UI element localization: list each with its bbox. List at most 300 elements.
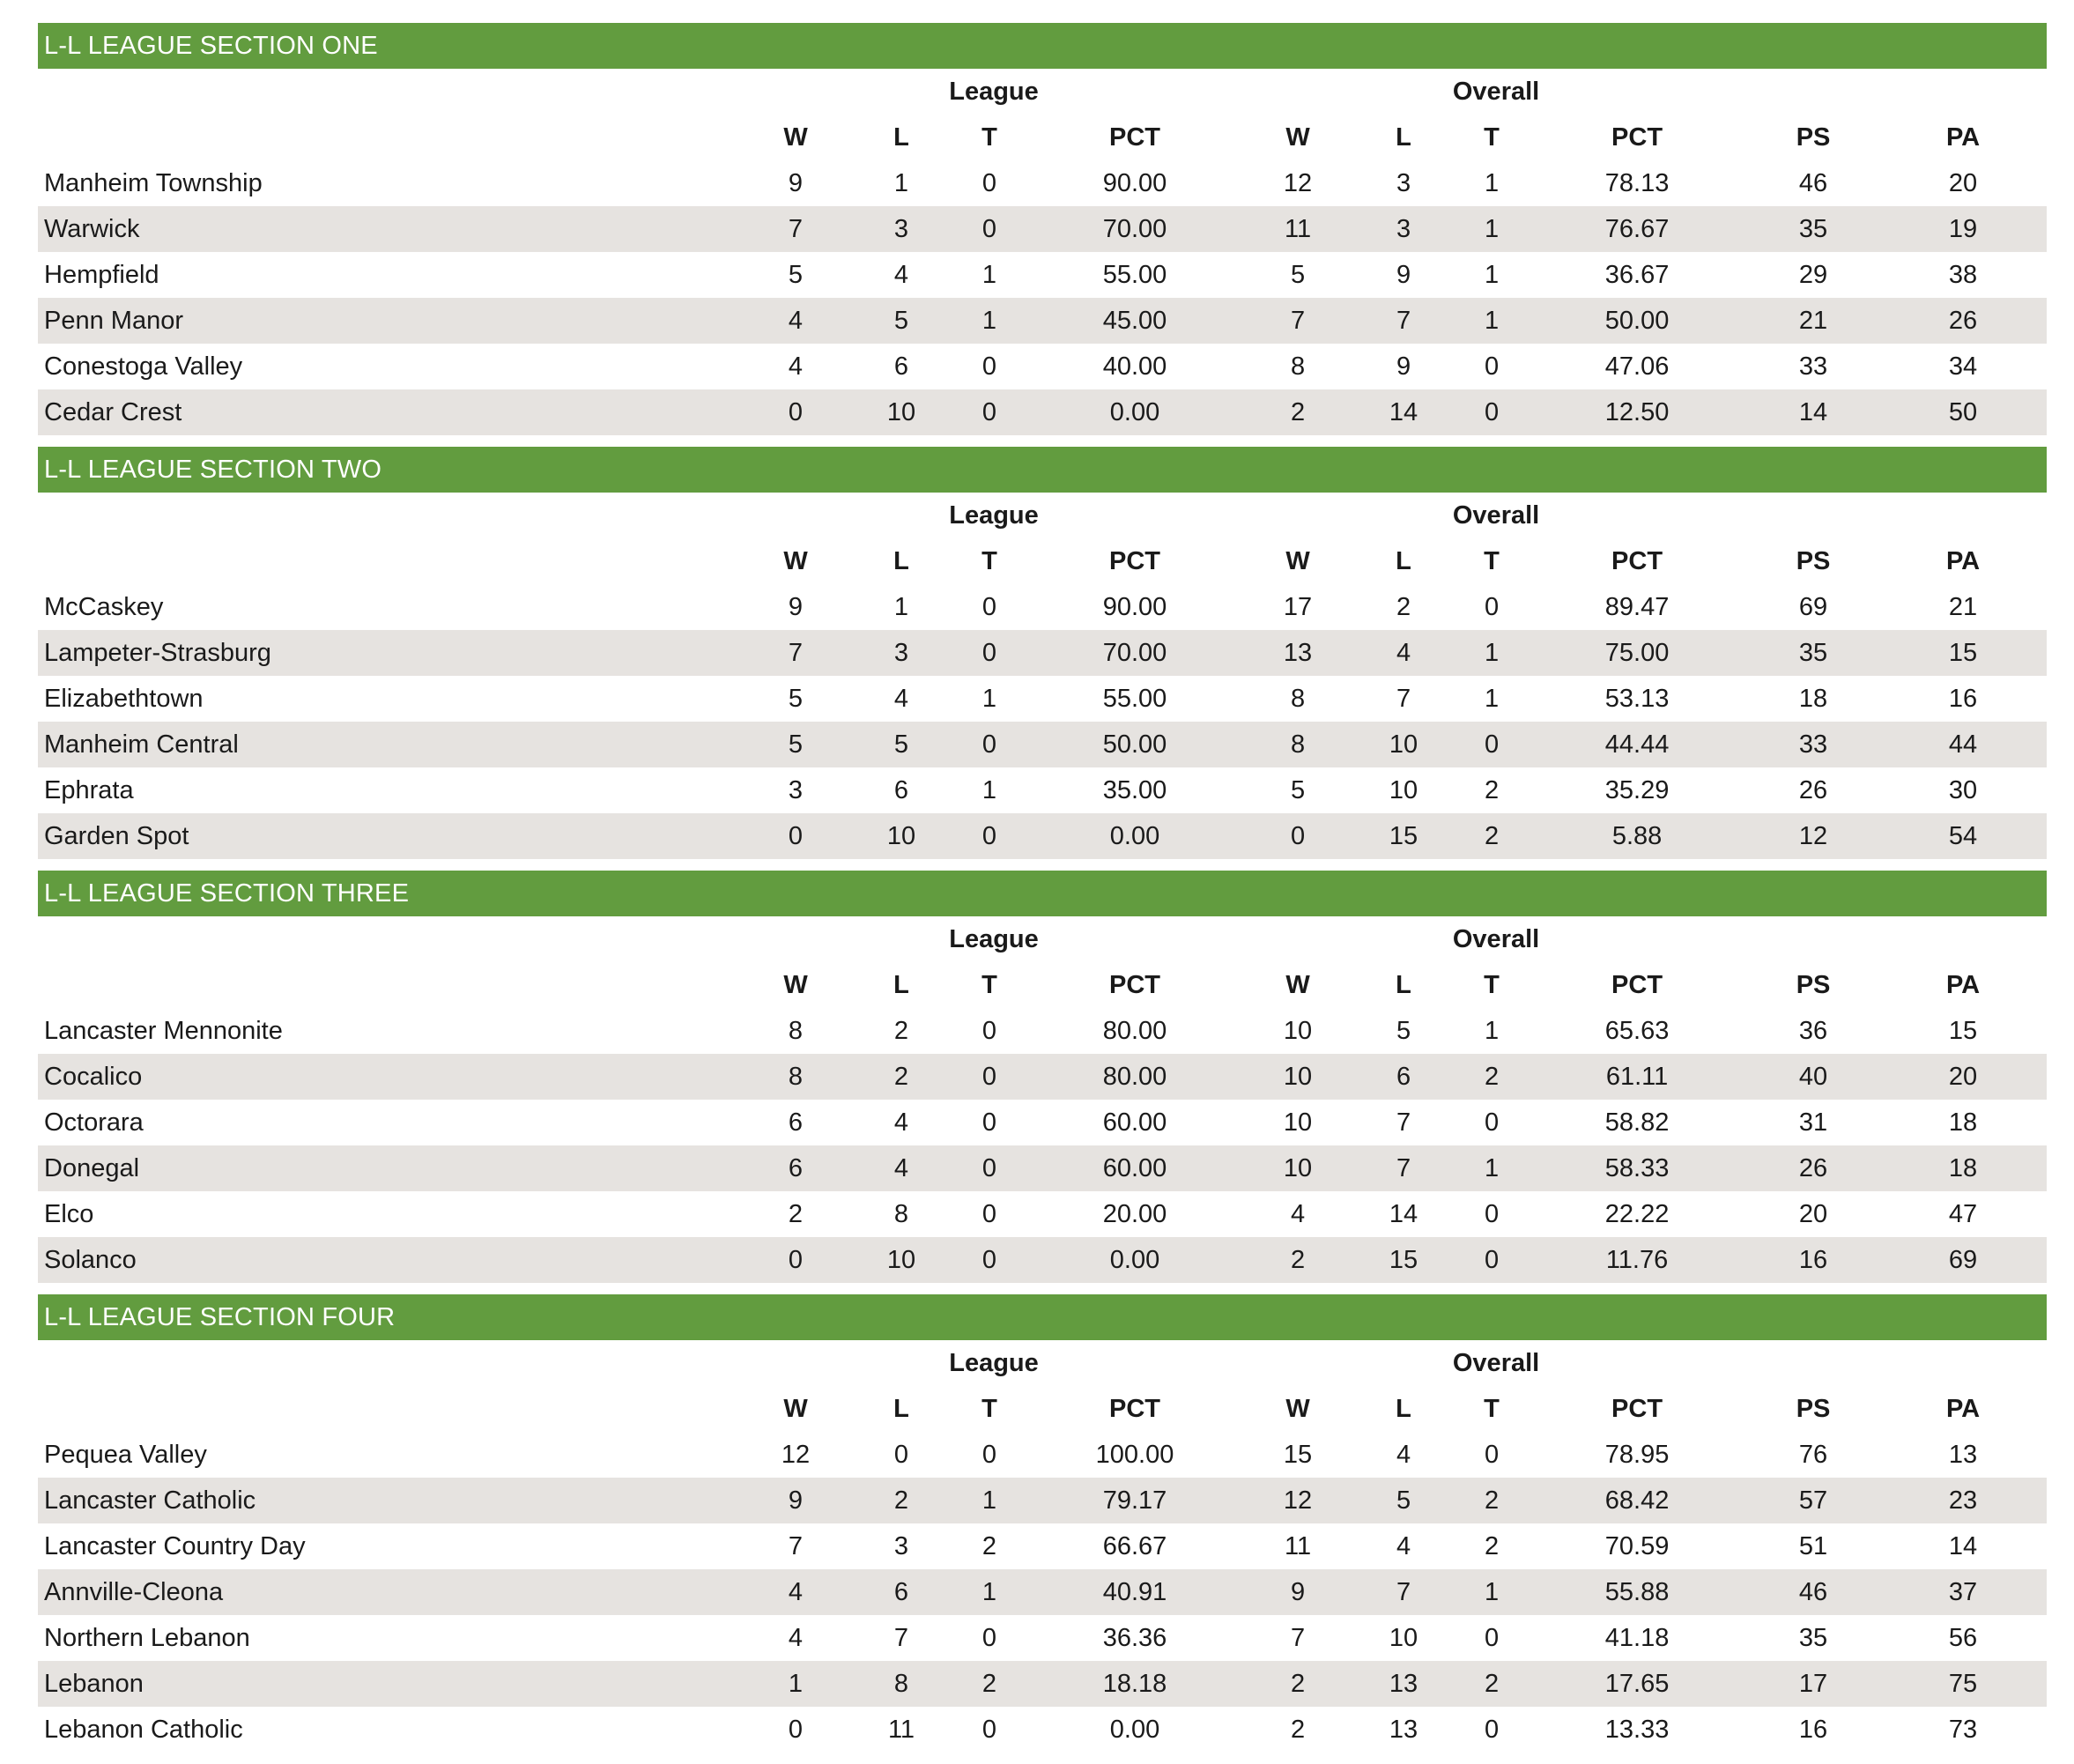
overall-pct: 47.06 [1604,352,1670,381]
column-header: W [783,970,808,999]
overall-losses: 4 [1351,630,1456,676]
league-ties: 1 [954,298,1025,344]
overall-pct: 12.50 [1527,389,1747,435]
league-pct: 79.17 [1025,1478,1245,1523]
league-losses: 1 [893,592,909,621]
league-group-label: League [949,500,1039,530]
league-losses: 4 [893,684,909,713]
league-wins: 7 [743,630,848,676]
overall-wins: 9 [1245,1569,1351,1615]
league-wins: 5 [743,722,848,767]
overall-ties: 1 [1456,298,1527,344]
overall-losses: 5 [1396,1016,1411,1045]
league-ties: 0 [981,1199,997,1228]
overall-pct: 11.76 [1527,1237,1747,1283]
overall-wins: 5 [1290,775,1306,804]
league-losses: 3 [893,1531,909,1560]
overall-losses: 4 [1396,1531,1411,1560]
overall-pct: 41.18 [1604,1623,1670,1652]
ps-header-spacer [1747,493,1879,538]
column-header-row [38,538,2047,584]
team-row [38,676,2047,722]
league-wins: 9 [743,1478,848,1523]
league-ties: 2 [981,1531,997,1560]
column-header: L [1396,1394,1411,1423]
league-pct: 40.91 [1025,1569,1245,1615]
points-scored: 26 [1798,775,1828,804]
overall-ties: 0 [1484,1199,1500,1228]
points-allowed: 69 [1879,1237,2047,1283]
column-header-row [38,1386,2047,1432]
league-pct: 0.00 [1109,1715,1160,1744]
team-row [38,389,2047,435]
league-wins: 6 [788,1108,804,1137]
team-row [38,160,2047,206]
points-scored: 12 [1747,813,1879,859]
section-title: L-L LEAGUE SECTION THREE [38,871,2047,916]
points-allowed: 47 [1948,1199,1978,1228]
overall-wins: 4 [1290,1199,1306,1228]
overall-pct: 58.33 [1527,1145,1747,1191]
team-row [38,722,2047,767]
section-title: L-L LEAGUE SECTION TWO [38,447,2047,493]
column-header: T [1484,546,1500,575]
team-row [38,1145,2047,1191]
overall-pct: 50.00 [1527,298,1747,344]
points-scored: 16 [1747,1237,1879,1283]
overall-losses: 6 [1351,1054,1456,1100]
points-allowed: 20 [1879,1054,2047,1100]
team-column-header [38,1386,743,1432]
overall-pct: 13.33 [1604,1715,1670,1744]
overall-ties: 0 [1456,1237,1527,1283]
points-allowed: 15 [1879,630,2047,676]
points-allowed: 23 [1879,1478,2047,1523]
overall-pct: 68.42 [1527,1478,1747,1523]
overall-group-label: Overall [1452,924,1540,953]
league-wins: 1 [743,1661,848,1707]
league-losses: 11 [887,1715,915,1744]
column-header: L [893,1394,909,1423]
overall-losses: 10 [1351,722,1456,767]
league-ties: 0 [981,1108,997,1137]
column-header: PCT [1611,970,1663,999]
league-wins: 0 [788,1715,804,1744]
league-pct: 50.00 [1025,722,1245,767]
league-ties: 0 [954,1145,1025,1191]
league-pct: 66.67 [1102,1531,1167,1560]
team-row [38,1008,2047,1054]
overall-losses: 13 [1389,1715,1418,1744]
overall-wins: 11 [1245,206,1351,252]
league-pct: 40.00 [1102,352,1167,381]
column-header: L [893,970,909,999]
league-losses: 6 [893,352,909,381]
column-header: W [783,1394,808,1423]
team-name: Cedar Crest [38,389,743,435]
column-header-row [38,962,2047,1008]
standings-table [38,69,2047,435]
column-header: PCT [1109,970,1161,999]
overall-wins: 12 [1283,168,1313,197]
team-row [38,1615,2047,1661]
overall-ties: 1 [1484,260,1500,289]
overall-losses: 7 [1396,1108,1411,1137]
league-pct: 60.00 [1102,1108,1167,1137]
overall-losses: 9 [1396,260,1411,289]
team-name: McCaskey [44,592,164,621]
standings-table [38,1340,2047,1753]
column-header: PCT [1611,546,1663,575]
column-header: L [893,122,909,152]
points-scored: 18 [1798,684,1828,713]
points-scored: 36 [1798,1016,1828,1045]
league-ties: 0 [981,352,997,381]
league-pct: 0.00 [1025,813,1245,859]
column-header: PS [1796,1394,1831,1423]
league-pct: 90.00 [1102,168,1167,197]
league-losses: 1 [893,168,909,197]
points-scored: 35 [1798,1623,1828,1652]
pa-header-spacer [1879,1340,2047,1386]
points-allowed: 75 [1879,1661,2047,1707]
league-losses: 2 [893,1016,909,1045]
league-ties: 0 [981,168,997,197]
team-name: Solanco [38,1237,743,1283]
column-header: T [1484,1394,1500,1423]
overall-losses: 14 [1389,1199,1418,1228]
overall-ties: 2 [1456,1054,1527,1100]
league-losses: 5 [848,722,954,767]
league-pct: 45.00 [1025,298,1245,344]
overall-wins: 7 [1290,1623,1306,1652]
team-row [38,584,2047,630]
team-name: Lampeter-Strasburg [38,630,743,676]
league-losses: 3 [848,206,954,252]
overall-pct: 75.00 [1527,630,1747,676]
overall-ties: 2 [1456,1478,1527,1523]
league-losses: 2 [848,1478,954,1523]
overall-losses: 10 [1389,775,1418,804]
overall-group-label: Overall [1452,1348,1540,1377]
overall-pct: 53.13 [1604,684,1670,713]
group-header-row [38,916,2047,962]
team-name: Penn Manor [38,298,743,344]
league-ties: 1 [981,260,997,289]
points-scored: 26 [1747,1145,1879,1191]
column-header: PA [1945,970,1981,999]
team-row [38,1191,2047,1237]
column-header: T [981,1394,997,1423]
points-scored: 17 [1747,1661,1879,1707]
league-ties: 1 [954,1569,1025,1615]
team-row [38,630,2047,676]
league-group-label: League [949,77,1039,106]
overall-losses: 9 [1396,352,1411,381]
overall-ties: 0 [1484,592,1500,621]
team-name: Manheim Central [38,722,743,767]
league-losses: 10 [848,389,954,435]
league-losses: 4 [893,1108,909,1137]
column-header: W [1285,970,1310,999]
team-row [38,252,2047,298]
overall-wins: 0 [1245,813,1351,859]
points-allowed: 50 [1879,389,2047,435]
league-wins: 0 [743,389,848,435]
points-allowed: 21 [1948,592,1978,621]
team-name: Ephrata [44,775,134,804]
league-losses: 4 [848,1145,954,1191]
league-ties: 0 [981,1623,997,1652]
league-losses: 8 [893,1199,909,1228]
overall-ties: 0 [1484,1715,1500,1744]
overall-ties: 0 [1484,1623,1500,1652]
points-allowed: 18 [1948,1108,1978,1137]
team-header-spacer [38,1340,743,1386]
league-ties: 0 [981,592,997,621]
overall-ties: 1 [1484,1016,1500,1045]
league-losses: 10 [848,1237,954,1283]
overall-ties: 0 [1456,722,1527,767]
team-name: Lancaster Catholic [38,1478,743,1523]
points-allowed: 15 [1948,1016,1978,1045]
pa-header-spacer [1879,916,2047,962]
points-allowed: 26 [1879,298,2047,344]
league-wins: 4 [788,1623,804,1652]
overall-wins: 15 [1283,1440,1313,1469]
league-ties: 0 [954,1237,1025,1283]
team-header-spacer [38,69,743,115]
overall-pct: 61.11 [1527,1054,1747,1100]
standings-container [38,23,2047,1764]
overall-ties: 1 [1456,206,1527,252]
team-row [38,206,2047,252]
ps-header-spacer [1747,1340,1879,1386]
overall-pct: 22.22 [1604,1199,1670,1228]
section-title: L-L LEAGUE SECTION FOUR [38,1294,2047,1340]
team-name: Lebanon Catholic [44,1715,243,1744]
overall-pct: 89.47 [1604,592,1670,621]
league-wins: 12 [781,1440,811,1469]
team-name: Donegal [38,1145,743,1191]
league-ties: 0 [954,389,1025,435]
team-name: Elco [44,1199,94,1228]
league-ties: 2 [954,1661,1025,1707]
column-header: PA [1945,546,1981,575]
league-losses: 0 [893,1440,909,1469]
points-scored: 14 [1747,389,1879,435]
league-group-label: League [949,924,1039,953]
league-ties: 0 [981,1016,997,1045]
league-group-label: League [949,1348,1039,1377]
team-row [38,813,2047,859]
points-allowed: 13 [1948,1440,1978,1469]
column-header: PCT [1611,122,1663,152]
points-scored: 40 [1747,1054,1879,1100]
points-allowed: 56 [1948,1623,1978,1652]
league-ties: 0 [954,1054,1025,1100]
league-pct: 100.00 [1095,1440,1174,1469]
overall-ties: 1 [1484,168,1500,197]
group-header-row [38,1340,2047,1386]
league-wins: 5 [788,260,804,289]
overall-wins: 8 [1245,722,1351,767]
points-scored: 21 [1747,298,1879,344]
team-row [38,1054,2047,1100]
league-wins: 9 [788,168,804,197]
team-row [38,767,2047,813]
league-ties: 0 [954,813,1025,859]
league-losses: 4 [893,260,909,289]
overall-pct: 78.13 [1604,168,1670,197]
team-name: Lancaster Country Day [44,1531,306,1560]
overall-losses: 7 [1351,1569,1456,1615]
overall-ties: 0 [1484,1440,1500,1469]
overall-pct: 58.82 [1604,1108,1670,1137]
overall-wins: 2 [1245,389,1351,435]
column-header: PCT [1611,1394,1663,1423]
overall-wins: 12 [1245,1478,1351,1523]
league-ties: 1 [981,775,997,804]
overall-losses: 13 [1351,1661,1456,1707]
points-allowed: 14 [1948,1531,1978,1560]
team-row [38,1523,2047,1569]
column-header: PS [1796,546,1831,575]
column-header: PS [1796,122,1831,152]
overall-pct: 65.63 [1604,1016,1670,1045]
league-pct: 70.00 [1025,630,1245,676]
overall-ties: 1 [1456,630,1527,676]
team-row [38,1707,2047,1753]
overall-ties: 2 [1456,813,1527,859]
team-row [38,1237,2047,1283]
league-pct: 0.00 [1025,1237,1245,1283]
league-ties: 0 [981,1715,997,1744]
league-losses: 10 [848,813,954,859]
overall-pct: 17.65 [1527,1661,1747,1707]
overall-wins: 5 [1290,260,1306,289]
column-header: L [1396,970,1411,999]
column-header: L [893,546,909,575]
team-name: Lancaster Mennonite [44,1016,283,1045]
overall-pct: 78.95 [1604,1440,1670,1469]
team-name: Octorara [44,1108,144,1137]
points-allowed: 44 [1879,722,2047,767]
column-header: T [981,546,997,575]
overall-losses: 3 [1351,206,1456,252]
overall-pct: 55.88 [1527,1569,1747,1615]
overall-wins: 2 [1290,1715,1306,1744]
league-pct: 36.36 [1102,1623,1167,1652]
column-header: L [1396,122,1411,152]
overall-wins: 10 [1283,1016,1313,1045]
team-column-header [38,115,743,160]
pa-header-spacer [1879,69,2047,115]
league-pct: 55.00 [1102,684,1167,713]
overall-wins: 7 [1245,298,1351,344]
team-name: Conestoga Valley [44,352,243,381]
league-pct: 35.00 [1102,775,1167,804]
overall-ties: 2 [1484,775,1500,804]
column-header: W [1285,122,1310,152]
league-wins: 8 [743,1054,848,1100]
ps-header-spacer [1747,916,1879,962]
standings-table [38,493,2047,859]
points-scored: 76 [1798,1440,1828,1469]
points-allowed: 30 [1948,775,1978,804]
points-scored: 33 [1798,352,1828,381]
points-allowed: 38 [1948,260,1978,289]
team-row [38,1661,2047,1707]
points-scored: 69 [1798,592,1828,621]
column-header-row [38,115,2047,160]
overall-ties: 0 [1484,1108,1500,1137]
team-row [38,298,2047,344]
points-scored: 46 [1747,1569,1879,1615]
points-allowed: 54 [1879,813,2047,859]
standings-section [38,1294,2047,1753]
league-losses: 6 [848,1569,954,1615]
points-scored: 29 [1798,260,1828,289]
standings-section [38,871,2047,1283]
overall-wins: 10 [1245,1145,1351,1191]
league-ties: 0 [981,1440,997,1469]
overall-ties: 0 [1456,389,1527,435]
team-name: Northern Lebanon [44,1623,250,1652]
column-header: PA [1945,1394,1981,1423]
points-scored: 57 [1747,1478,1879,1523]
overall-pct: 70.59 [1604,1531,1670,1560]
team-name: Hempfield [44,260,159,289]
league-wins: 9 [788,592,804,621]
team-row [38,344,2047,389]
league-losses: 6 [893,775,909,804]
league-ties: 1 [954,1478,1025,1523]
league-losses: 5 [848,298,954,344]
column-header: T [1484,122,1500,152]
points-scored: 35 [1747,206,1879,252]
points-allowed: 73 [1948,1715,1978,1744]
overall-wins: 11 [1284,1531,1312,1560]
team-name: Elizabethtown [44,684,204,713]
team-name: Cocalico [38,1054,743,1100]
group-header-row [38,69,2047,115]
pa-header-spacer [1879,493,2047,538]
team-name: Pequea Valley [44,1440,207,1469]
overall-pct: 35.29 [1604,775,1670,804]
team-name: Annville-Cleona [38,1569,743,1615]
points-allowed: 37 [1879,1569,2047,1615]
overall-ties: 2 [1456,1661,1527,1707]
column-header: PCT [1109,546,1161,575]
points-scored: 16 [1798,1715,1828,1744]
league-pct: 55.00 [1102,260,1167,289]
league-wins: 8 [788,1016,804,1045]
overall-losses: 3 [1396,168,1411,197]
overall-pct: 44.44 [1527,722,1747,767]
column-header: W [783,546,808,575]
column-header: W [1285,546,1310,575]
team-column-header [38,962,743,1008]
points-scored: 35 [1747,630,1879,676]
league-wins: 5 [788,684,804,713]
overall-losses: 10 [1389,1623,1418,1652]
overall-ties: 1 [1456,1145,1527,1191]
overall-losses: 7 [1351,298,1456,344]
overall-ties: 1 [1456,1569,1527,1615]
points-scored: 31 [1798,1108,1828,1137]
section-title: L-L LEAGUE SECTION ONE [38,23,2047,69]
